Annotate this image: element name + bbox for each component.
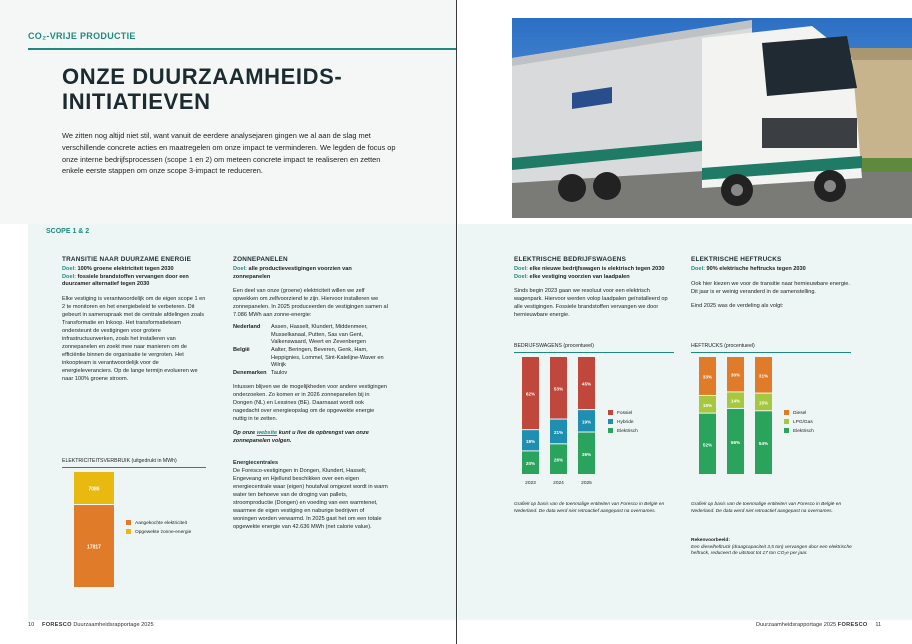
legend-swatch-electric: [784, 428, 789, 433]
chart-rule: [62, 467, 206, 468]
legend-swatch-solar: [126, 529, 131, 534]
forklifts-heading: ELEKTRISCHE HEFTRUCKS: [691, 256, 782, 263]
goal-line: Doel: 90% elektrische heftrucks tegen 2030: [691, 266, 806, 272]
footer-brand: FORESCO: [837, 622, 868, 628]
right-page: [458, 0, 912, 644]
electricity-chart-title: ELEKTRICITEITSVERBRUIK (uitgedrukt in MWh): [62, 458, 177, 464]
legend-swatch-fossil: [608, 410, 613, 415]
goal-line: Doel: elke vestiging voorzien van laadpalen: [514, 273, 630, 280]
locations-table: [233, 324, 389, 377]
solar-panels-body: Een deel van onze (groene) elektriciteit willen we zelf opwekken om zelfvoorziend te zijn. Hiervoor installeren we zonnepanelen. In 2025 produceerden de vestigingen samen al 7.086 MWh aan zonne-energie:: [233, 288, 388, 319]
section-rule: [28, 48, 456, 50]
goal-line: Doel: elke nieuwe bedrijfswagen is elektrisch tegen 2030: [514, 266, 665, 272]
vehicles-legend: [608, 409, 638, 436]
website-callout: Op onze website kunt u live de opbrengst van onze zonnepanelen volgen.: [233, 430, 369, 445]
website-link[interactable]: website: [256, 430, 278, 437]
bar-label: 36%: [581, 451, 592, 457]
bar-label: 54%: [758, 441, 769, 447]
category-label: 2025: [581, 481, 592, 486]
forklifts-chart-note: Grafiek op basis van de toenmalige entiteiten van Foresco in België en Nederland. De data werd niet retroactief aangepast na overnames.: [691, 502, 842, 514]
legend-item: LPG/Gas: [784, 418, 814, 427]
bar-label: 33%: [702, 374, 713, 380]
right-footer: Duurzaamheidsrapportage 2025 FORESCO 11: [756, 622, 882, 628]
legend-swatch-electric: [608, 428, 613, 433]
chart-rule: [691, 352, 851, 353]
scope-label: SCOPE 1 & 2: [46, 228, 90, 235]
energy-plants-body: De Foresco-vestigingen in Dongen, Klundert, Hasselt, Engeveang en Hjellund beschikken over een eigen energiecentrale waar (eigen) houtafval omgezet wordt in warm water ten behoeve van de droging van pallets, stroomproductie (Dongen) en voeding van een warmtenet, waarmee de eigen vestiging en naburige bedrijven of woningen worden verwarmd. In 2025 gast het om een totale opgewekte energie van 42.636 MWh (net calorie value).: [233, 468, 388, 531]
vehicles-chart-title: BEDRIJFSWAGENS (procentueel): [514, 343, 594, 349]
goal-line: Doel: fossiele brandstoffen vervangen door een duurzamer alternatief tegen 2030: [62, 273, 189, 288]
bar-label: 30%: [730, 372, 741, 378]
bar-label: 53%: [553, 386, 564, 392]
forklifts-distribution: Eind 2025 was de verdeling als volgt:: [691, 302, 784, 309]
footer-brand: FORESCO: [42, 622, 72, 628]
goal-line: Doel: alle productievestigingen voorzien van zonnepanelen: [233, 266, 352, 280]
legend-item: Opgewekte zonne-energie: [126, 528, 191, 537]
energy-transition-body: Elke vestiging is verantwoordelijk om de eigen scope 1 en 2 te monitoren en het energiebeleid te verbeteren. Dit gebeurt in samenspraak met de centrale afdelingen zoals Transformatie en Inkoop. Het transformatieteam ondersteunt de vestigingen voor grotere infrastructuurwerken, zoals het installeren van zonnepanelen en zoekt mee naar manieren om de efficiëntie binnen de organisatie te vergroten. Het inkoopteam is verantwoordelijk voor de energieleveranciers. Op de lange termijn evolueren we naar 100% groene stroom.: [62, 295, 206, 382]
truck-illustration: [512, 18, 912, 218]
legend-item: Hybride: [608, 418, 638, 427]
legend-item: Elektrisch: [608, 427, 638, 436]
bar-label: 21%: [553, 429, 564, 435]
forklifts-legend: [784, 409, 814, 436]
bar-label: 7086: [88, 486, 100, 493]
solar-panels-outlook: Intussen blijven we de mogelijkheden voor andere vestigingen onderzoeken. Zo komen er in 2026 zonnepanelen bij in Dongen (NL) en Lessines (BE). Daarnaast wordt ook nagedacht over energieopslag om de opgewekte energie nuttig in te zetten.: [233, 384, 387, 423]
forklifts-column: [691, 256, 851, 310]
table-row: België Aalter, Beringen, Beveren, Genk, Ham, Heppignies, Lommel, Sint-Katelijne-Waver en Wilrijk: [233, 346, 384, 369]
legend-item: Aangekochte elektriciteit: [126, 519, 191, 528]
bar-label: 31%: [758, 373, 769, 379]
bar-label: 15%: [758, 400, 769, 406]
ev-fleet-body: Sinds begin 2023 gaan we resoluut voor een elektrisch wagenpark. Hiervoor werden volop laadpalen geïnstalleerd op alle vestigingen. Fossiele brandstoffen vervangen we door hernieuwbare energie.: [514, 288, 668, 319]
chart-rule: [514, 352, 674, 353]
bar-label: 52%: [702, 442, 713, 448]
legend-swatch-diesel: [784, 410, 789, 415]
table-row: Denemarken Taulov: [233, 369, 288, 376]
goal-line: Doel: 100% groene elektriciteit tegen 2030: [62, 266, 174, 272]
intro-paragraph: We zitten nog altijd niet stil, want vanuit de eerdere analysejaren gingen we al aan de slag met verschillende concrete acties en maatregelen om onze impact te verminderen. We legden de focus op onze interne bedrijfsprocessen (scope 1 en 2) om meteen concrete impact te realiseren en zetten enkele eerste stappen om onze scope 3-impact te reduceren.: [62, 131, 396, 176]
table-row: Nederland Assen, Hasselt, Klundert, Middenmeer, Musselkanaal, Putten, Sas van Gent, Valkenswaard, Weert en Zevenbergen: [233, 324, 368, 346]
forklifts-body: Ook hier kiezen we voor de transitie naar hernieuwbare energie. Dit jaar is er weinig veranderd in de samenstelling.: [691, 280, 850, 295]
bar-label: 19%: [581, 419, 592, 425]
truck-photo: [512, 18, 912, 218]
bar-label: 18%: [525, 438, 536, 444]
section-tag: CO₂-VRIJE PRODUCTIE: [28, 31, 136, 41]
bar-label: 62%: [525, 391, 536, 397]
bar-label: 14%: [730, 398, 741, 404]
solar-panels-column: [233, 256, 389, 531]
energy-transition-heading: TRANSITIE NAAR DUURZAME ENERGIE: [62, 256, 192, 263]
ev-fleet-heading: ELEKTRISCHE BEDRIJFSWAGENS: [514, 256, 627, 263]
calculation-example: Rekenvoorbeeld: Een dieselheftruck (draagcapaciteit 3,5 ton) vervangen door een elektrische heftruck, reduceert de uitstoot tot 17 ton CO₂e per jaar.: [691, 538, 861, 558]
legend-swatch-hybrid: [608, 419, 613, 424]
legend-swatch-lpg: [784, 419, 789, 424]
electricity-legend: [126, 519, 191, 537]
vehicles-chart: [514, 355, 614, 495]
energy-transition-column: [62, 256, 208, 383]
forklifts-chart: [691, 355, 791, 495]
page-title: ONZE DUURZAAMHEIDS-INITIATIEVEN: [62, 64, 343, 114]
calculation-example-label: Rekenvoorbeeld:: [691, 538, 730, 543]
bar-label: 15%: [702, 402, 713, 408]
legend-item: Diesel: [784, 409, 814, 418]
bar-label: 56%: [730, 439, 741, 445]
category-label: 2024: [553, 481, 564, 486]
forklifts-chart-title: HEFTRUCKS (procentueel): [691, 343, 755, 349]
bar-label: 17817: [87, 544, 101, 551]
legend-item: Elektrisch: [784, 427, 814, 436]
energy-plants-section: [233, 459, 389, 531]
ev-fleet-column: [514, 256, 672, 319]
category-label: 2023: [525, 481, 536, 486]
legend-swatch-purchased: [126, 520, 131, 525]
bar-label: 45%: [581, 381, 592, 387]
energy-plants-heading: Energiecentrales: [233, 460, 279, 467]
solar-panels-heading: ZONNEPANELEN: [233, 256, 288, 263]
bar-label: 26%: [553, 457, 564, 463]
legend-item: Fossiel: [608, 409, 638, 418]
left-footer: 10 FORESCO Duurzaamheidsrapportage 2025: [28, 622, 154, 628]
bar-label: 20%: [525, 461, 536, 467]
vehicles-chart-note: Grafiek op basis van de toenmalige entiteiten van Foresco in België en Nederland. De data werd niet retroactief aangepast na overnames.: [514, 502, 665, 514]
